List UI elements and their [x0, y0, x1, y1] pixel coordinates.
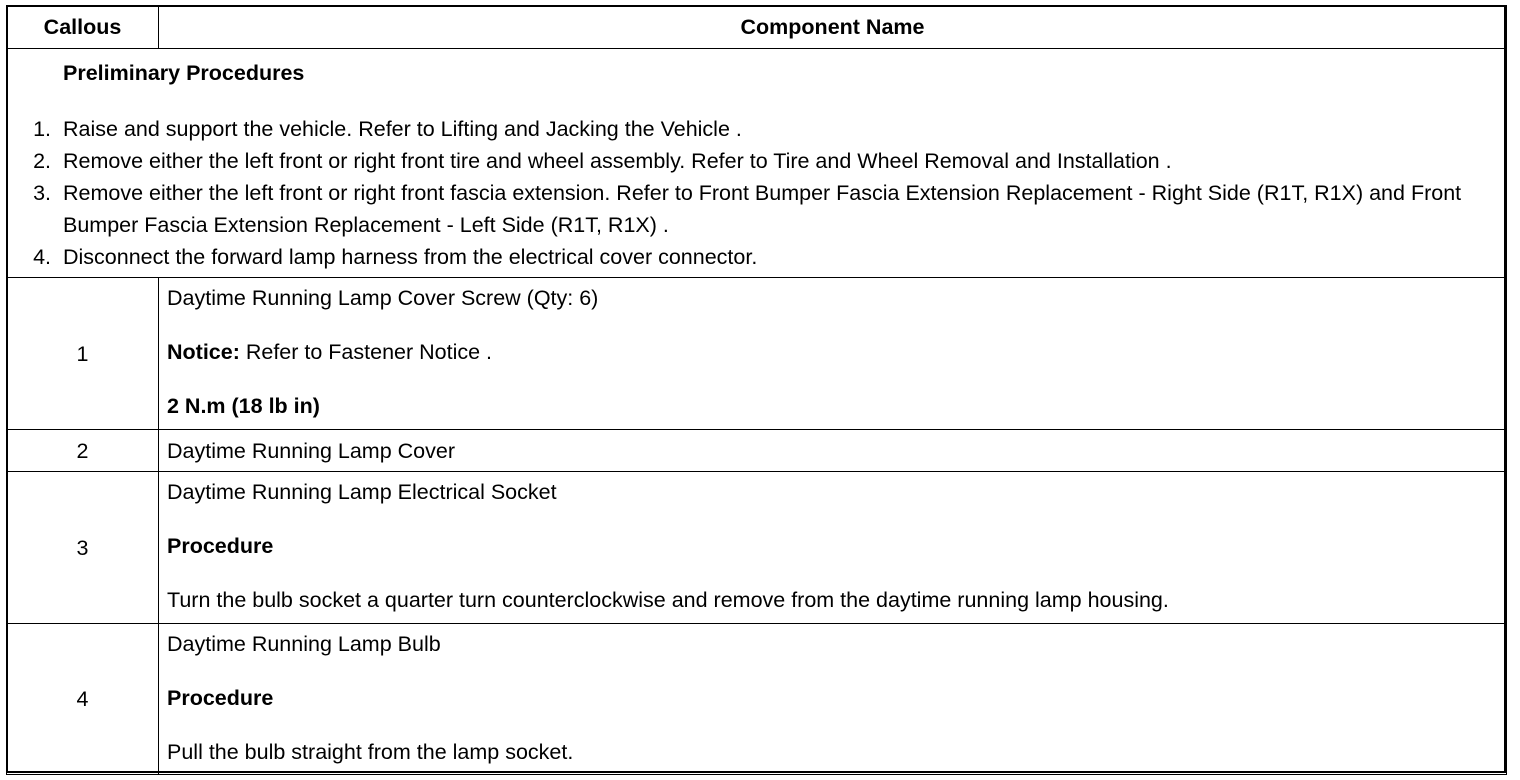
callout-number: 2 [7, 430, 159, 472]
notice-text: Refer to Fastener Notice . [239, 340, 493, 364]
torque-spec: 2 N.m (18 lb in) [167, 394, 320, 418]
callout-number: 4 [7, 624, 159, 775]
step-number: 3. [33, 181, 51, 205]
callout-number: 3 [7, 472, 159, 624]
step-text: Disconnect the forward lamp harness from the electrical cover connector. [63, 245, 758, 269]
step-text: Remove either the left front or right front tire and wheel assembly. Refer to Tire and Wheel Removal and Installation . [63, 149, 1172, 173]
component-name: Daytime Running Lamp Cover Screw (Qty: 6) [167, 286, 599, 310]
procedure-text: Pull the bulb straight from the lamp socket. [167, 740, 574, 764]
step-number: 2. [33, 149, 51, 173]
step-text: Raise and support the vehicle. Refer to Lifting and Jacking the Vehicle . [63, 117, 742, 141]
notice-label: Notice: [167, 340, 240, 364]
step-text: Remove either the left front or right front fascia extension. Refer to Front Bumper Fascia Extension Replacement - Right Side (R1T, R1X) and Front Bumper Fascia Extension Replacement - Left Side (R1T, R1X) . [63, 181, 1462, 237]
procedure-label: Procedure [167, 686, 274, 710]
procedure-text: Turn the bulb socket a quarter turn counterclockwise and remove from the daytime running lamp housing. [167, 588, 1169, 612]
step-number: 1. [33, 117, 51, 141]
preliminary-title: Preliminary Procedures [63, 61, 305, 85]
component-name: Daytime Running Lamp Cover [167, 438, 455, 463]
step-number: 4. [33, 245, 51, 269]
procedure-label: Procedure [167, 534, 274, 558]
callout-number: 1 [7, 278, 159, 430]
component-name: Daytime Running Lamp Bulb [167, 632, 441, 656]
component-name: Daytime Running Lamp Electrical Socket [167, 480, 557, 504]
component-name-header: Component Name [159, 6, 1507, 49]
table-outer-border [6, 5, 1506, 773]
callout-header: Callous [7, 6, 159, 49]
